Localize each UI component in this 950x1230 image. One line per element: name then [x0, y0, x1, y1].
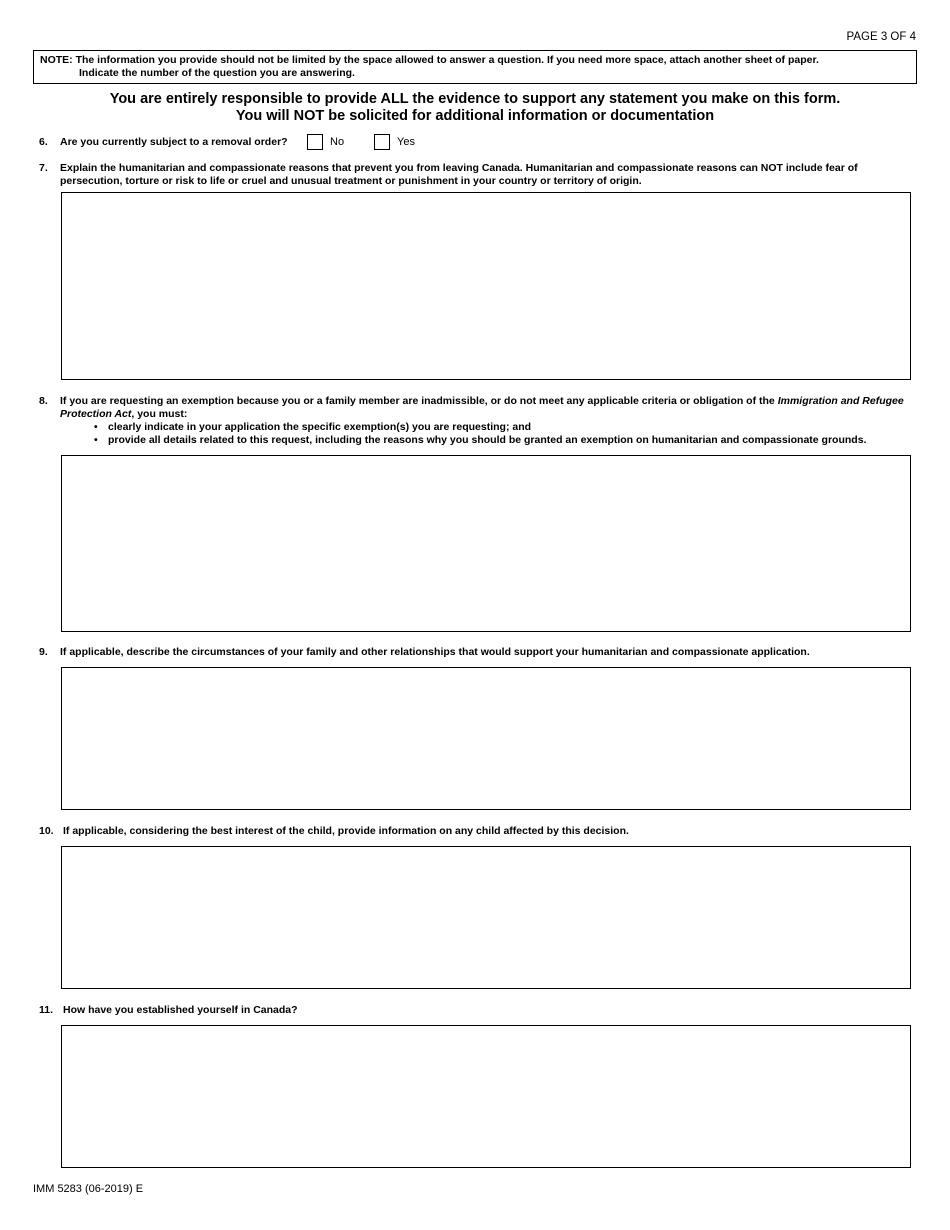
- removal-order-no-label: No: [330, 136, 345, 148]
- list-item: [94, 434, 866, 447]
- question-11-answer-field[interactable]: [61, 1025, 911, 1168]
- question-8-answer-field[interactable]: [61, 455, 911, 632]
- question-6-number: 6.: [39, 136, 48, 148]
- question-7-text: Explain the humanitarian and compassionate reasons that prevent you from leaving Canada. Humanitarian and compassionate reasons can NOT include fear of persecution, torture or risk to life or cruel and unusual treatment or punishment in your country or territory of origin.: [60, 162, 858, 187]
- question-8-text-before: If you are requesting an exemption because you or a family member are inadmissible, or do not meet any applicable criteria or obligation of the: [60, 395, 778, 407]
- removal-order-no-checkbox[interactable]: [307, 134, 323, 150]
- evidence-heading-line-2: You will NOT be solicited for additional information or documentation: [235, 108, 715, 124]
- question-11-number: 11.: [39, 1004, 54, 1016]
- bullet-icon: •: [94, 421, 98, 433]
- question-9-answer-field[interactable]: [61, 667, 911, 810]
- question-7-number: 7.: [39, 162, 48, 174]
- question-8-bullet-2: provide all details related to this request, including the reasons why you should be granted an exemption on humanitarian and compassionate grounds.: [108, 434, 867, 446]
- note-line-2: Indicate the number of the question you are answering.: [79, 67, 355, 79]
- evidence-heading-line-1: You are entirely responsible to provide ALL the evidence to support any statement you make on this form.: [109, 91, 841, 107]
- question-8-act-name: Immigration and Refugee Protection Act: [60, 395, 904, 420]
- question-8-number: 8.: [39, 395, 48, 407]
- list-item: [94, 421, 866, 434]
- question-9-text: If applicable, describe the circumstances of your family and other relationships that would support your humanitarian and compassionate application.: [60, 646, 810, 658]
- question-10-text: If applicable, considering the best interest of the child, provide information on any child affected by this decision.: [63, 825, 629, 837]
- question-8-bullet-list: [94, 421, 866, 447]
- removal-order-yes-label: Yes: [397, 136, 415, 148]
- question-8-bullet-1: clearly indicate in your application the specific exemption(s) you are requesting; and: [108, 421, 532, 433]
- question-10-number: 10.: [39, 825, 54, 837]
- form-id-footer: IMM 5283 (06-2019) E: [33, 1183, 144, 1195]
- question-9-number: 9.: [39, 646, 48, 658]
- note-line-1: NOTE: The information you provide should not be limited by the space allowed to answer a question. If you need more space, attach another sheet of paper.: [40, 54, 819, 66]
- question-10-answer-field[interactable]: [61, 846, 911, 989]
- bullet-icon: •: [94, 434, 98, 446]
- question-6-text: Are you currently subject to a removal order?: [60, 136, 288, 148]
- removal-order-yes-checkbox[interactable]: [374, 134, 390, 150]
- question-8-text-after: , you must:: [131, 408, 188, 420]
- page-number: PAGE 3 OF 4: [846, 31, 916, 43]
- question-11-text: How have you established yourself in Canada?: [63, 1004, 298, 1016]
- question-8-text: [60, 395, 910, 421]
- question-7-answer-field[interactable]: [61, 192, 911, 380]
- note-box: [33, 50, 917, 84]
